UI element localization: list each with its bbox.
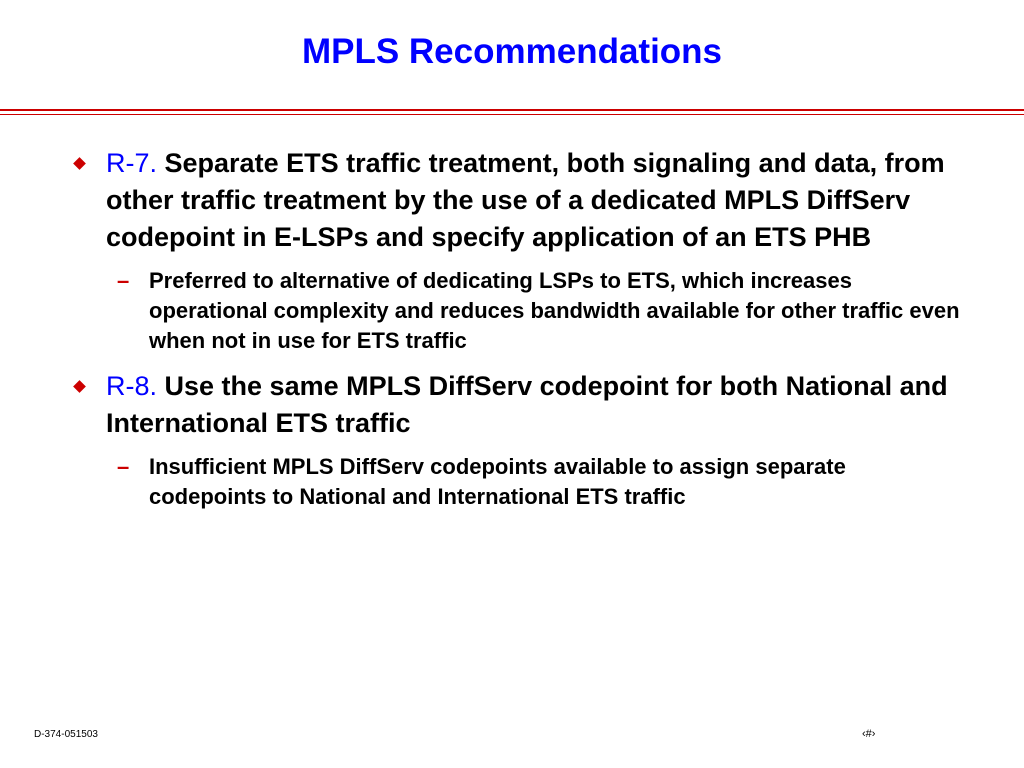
bullet-text: [106, 145, 965, 256]
sub-bullet-text: Preferred to alternative of dedicating LSPs to ETS, which increases operational complexity and reduces bandwidth available for other traffic even when not in use for ETS traffic: [149, 268, 960, 353]
red-diamond-icon: [73, 380, 86, 393]
slide-content: [60, 145, 965, 524]
slide-title: MPLS Recommendations: [301, 32, 723, 71]
bullet-text: [106, 368, 965, 442]
sub-bullet-r7: [60, 266, 965, 356]
sub-bullet-text: Insufficient MPLS DiffServ codepoints available to assign separate codepoints to National and International ETS traffic: [149, 454, 846, 509]
recommendation-text: Use the same MPLS DiffServ codepoint for both National and International ETS traffic: [106, 371, 948, 438]
footer-slide-number: ‹#›: [862, 728, 876, 740]
dash-icon: –: [117, 454, 130, 479]
recommendation-text: Separate ETS traffic treatment, both signaling and data, from other traffic treatment by the use of a dedicated MPLS DiffServ codepoint in E-LSPs and specify application of an ETS PHB: [106, 148, 945, 252]
recommendation-id: R-8.: [106, 371, 158, 401]
sub-bullet-r8: [60, 452, 965, 512]
red-diamond-icon: [73, 157, 86, 170]
title-divider-thin: [0, 114, 1024, 115]
dash-icon: –: [117, 268, 130, 293]
recommendation-id: R-7.: [106, 148, 158, 178]
footer-document-id: D-374-051503: [34, 729, 98, 740]
bullet-r8: [60, 368, 965, 442]
title-divider-thick: [0, 109, 1024, 111]
bullet-r7: [60, 145, 965, 256]
